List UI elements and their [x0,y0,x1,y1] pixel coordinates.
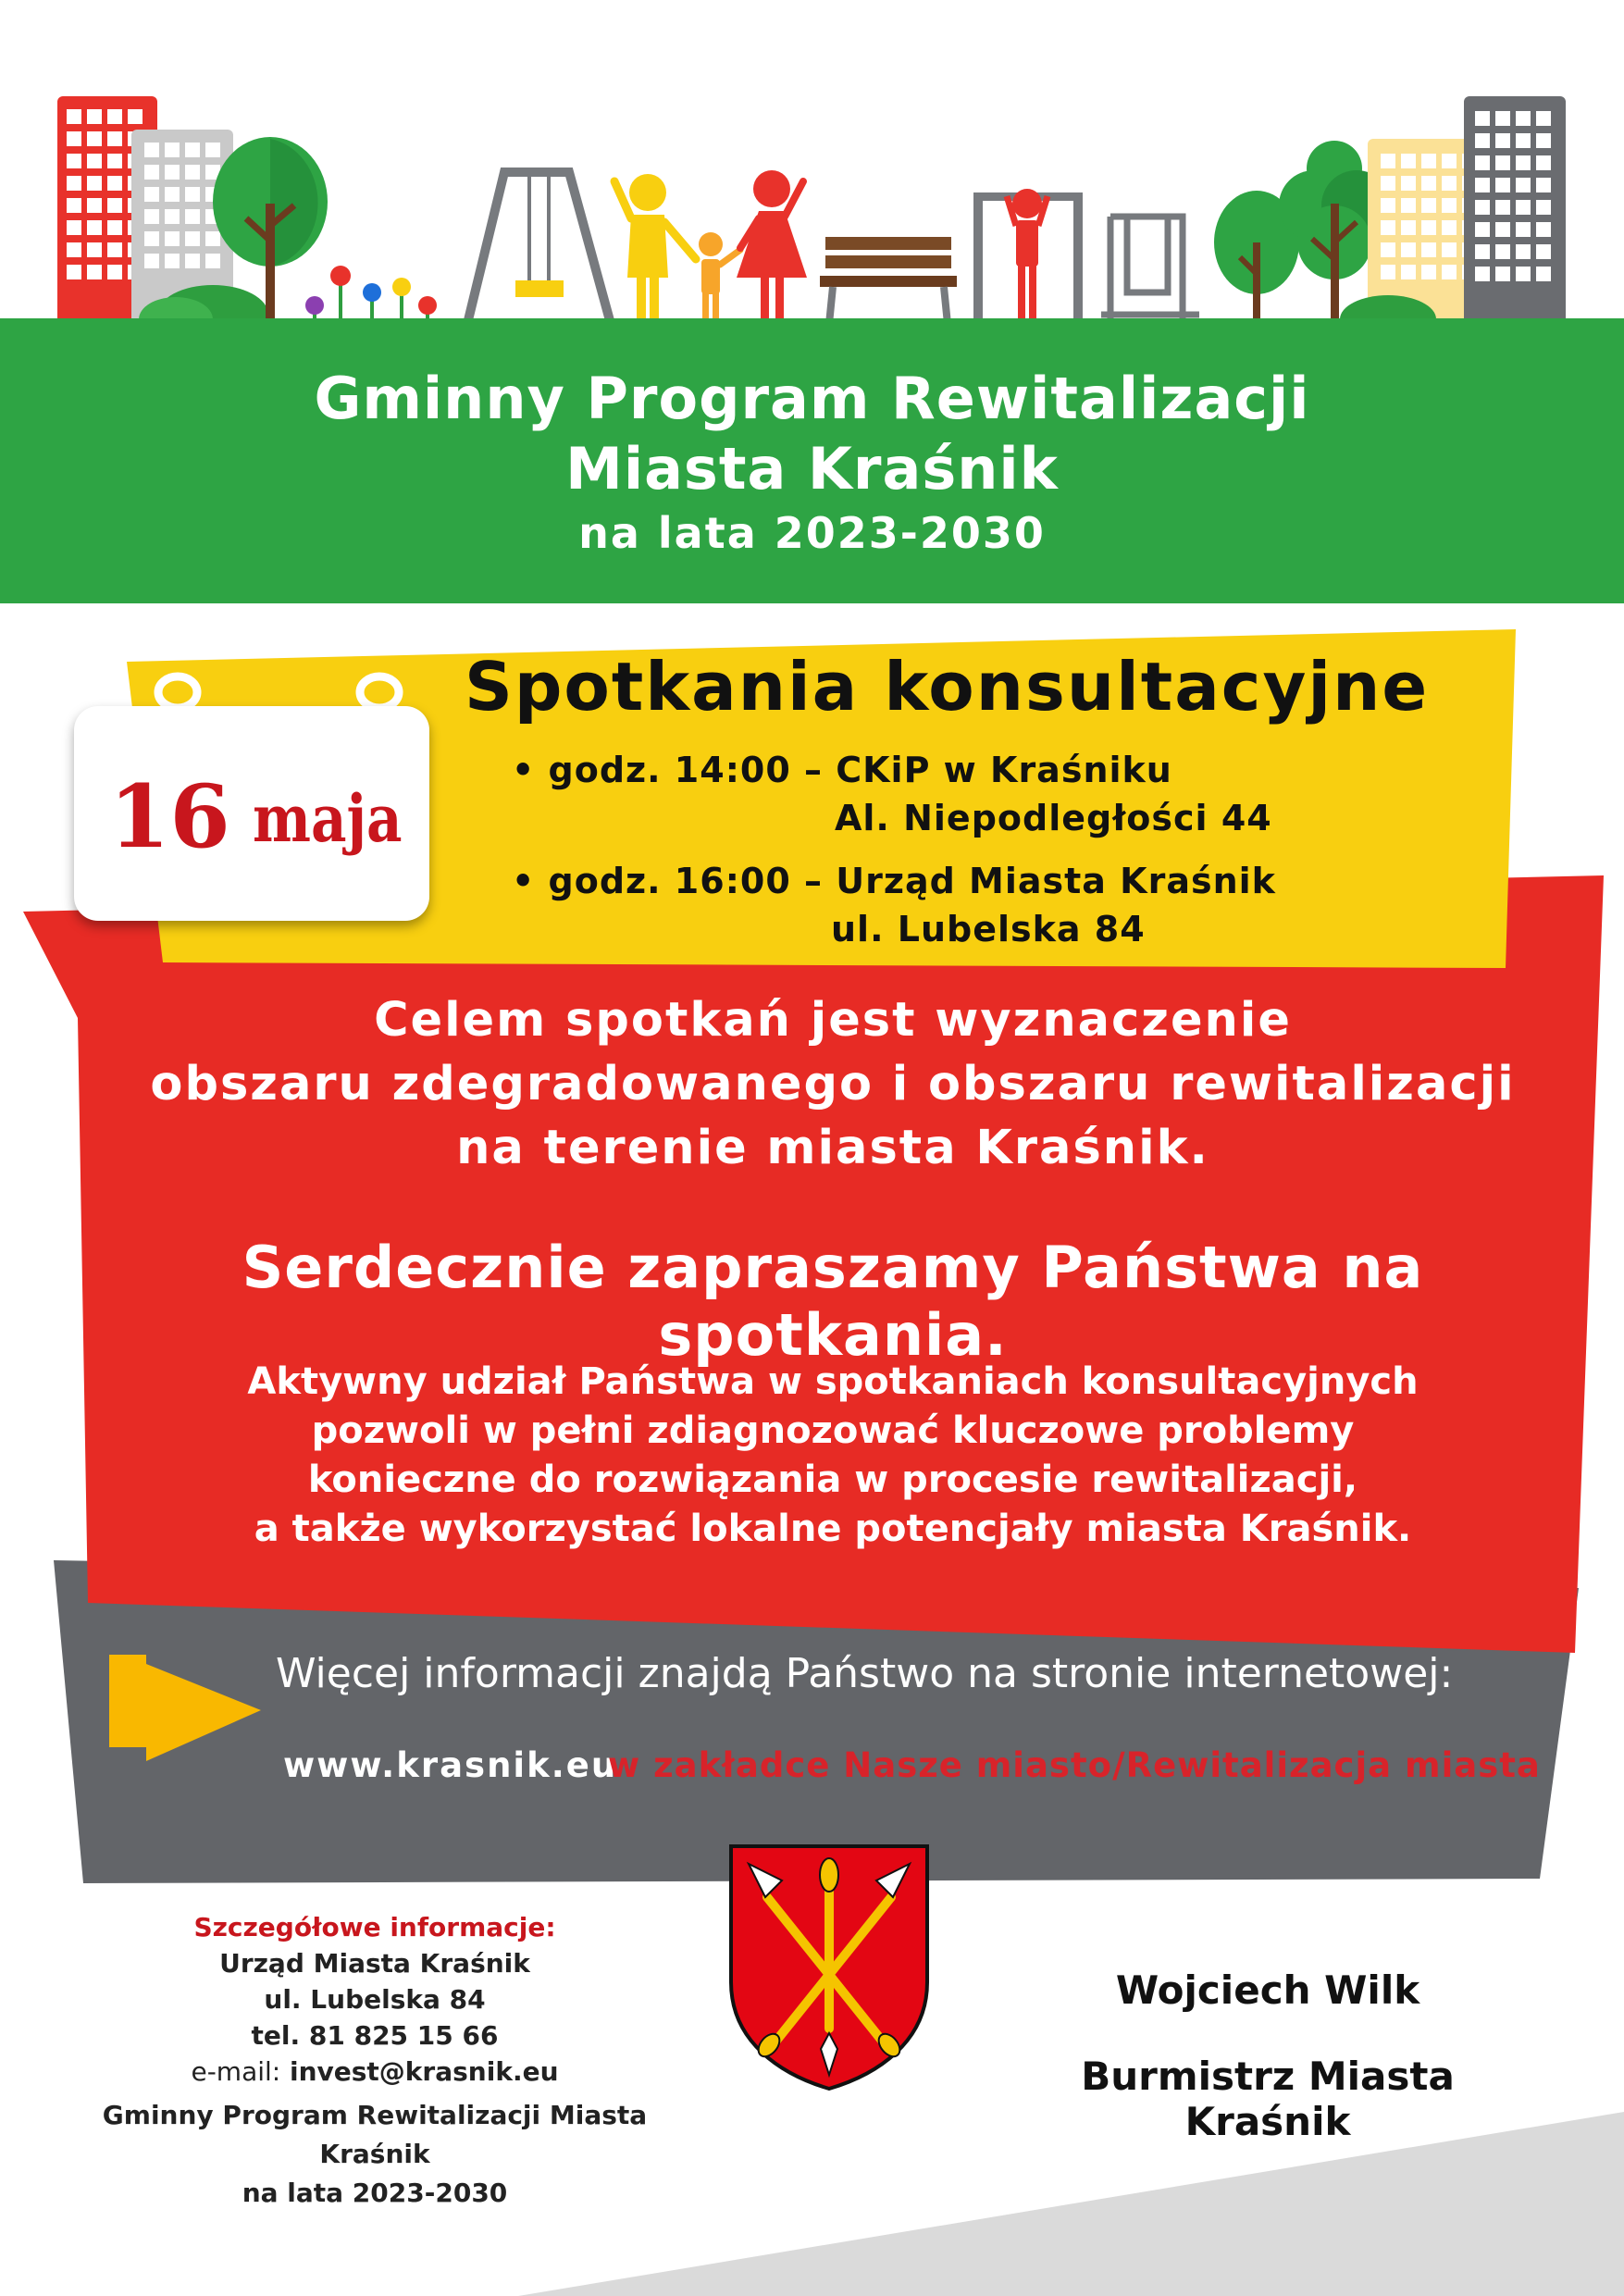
slot-2-address: ul. Lubelska 84 [831,909,1146,949]
goal-line: obszaru zdegradowanego i obszaru rewitalizacji [150,1057,1516,1111]
footer-program [56,2096,694,2213]
contact-street: ul. Lubelska 84 [264,1984,486,2015]
coat-of-arms-icon [728,1843,930,2091]
contact-block [148,1909,601,2090]
contact-phone: tel. 81 825 15 66 [251,2020,499,2051]
program-title-line1: Gminny Program Rewitalizacji [314,365,1310,432]
slot-2-time: • godz. 16:00 – Urząd Miasta Kraśnik [512,861,1276,901]
contact-office: Urząd Miasta Kraśnik [219,1948,530,1979]
slot-1-address: Al. Niepodległości 44 [835,798,1272,838]
goal-line: Celem spotkań jest wyznaczenie [374,993,1292,1048]
meetings-title: Spotkania konsultacyjne [465,648,1430,726]
email-link[interactable]: invest@krasnik.eu [289,2056,559,2087]
participation-line: konieczne do rozwiązania w procesie rewitalizacji, [307,1458,1358,1501]
program-years: na lata 2023-2030 [578,508,1046,558]
goal-line: na terenie miasta Kraśnik. [456,1121,1209,1175]
footer-program-line1: Gminny Program Rewitalizacji Miasta Kraśnik [102,2100,648,2169]
goal-text [65,988,1601,1180]
participation-line: Aktywny udział Państwa w spotkaniach konsultacyjnych [247,1360,1419,1403]
program-title-line2: Miasta Kraśnik [565,435,1059,503]
slot-1-time: • godz. 14:00 – CKiP w Kraśniku [512,750,1172,790]
mayor-name: Wojciech Wilk [1115,1967,1420,2013]
email-label: e-mail: [191,2056,281,2087]
participation-line: a także wykorzystać lokalne potencjały miasta Kraśnik. [254,1508,1412,1550]
date-day: 16 [109,766,230,868]
date-card [74,706,429,921]
website-section-path: w zakładce Nasze miasto/Rewitalizacja miasta [608,1745,1541,1785]
invitation-text: Serdecznie zapraszamy Państwa na spotkania. [242,1234,1424,1369]
participation-text [65,1358,1601,1554]
more-info-text: Więcej informacji znajdą Państwo na stronie internetowej: [276,1650,1454,1697]
footer-program-line2: na lata 2023-2030 [242,2178,508,2208]
contact-heading: Szczegółowe informacje: [193,1912,556,1942]
participation-line: pozwoli w pełni zdiagnozować kluczowe problemy [311,1409,1355,1452]
website-link[interactable]: www.krasnik.eu [283,1745,618,1785]
mayor-title: Burmistrz Miasta Kraśnik [1081,2054,1455,2144]
date-month: maja [253,780,403,857]
contact-email-row [148,2054,601,2090]
